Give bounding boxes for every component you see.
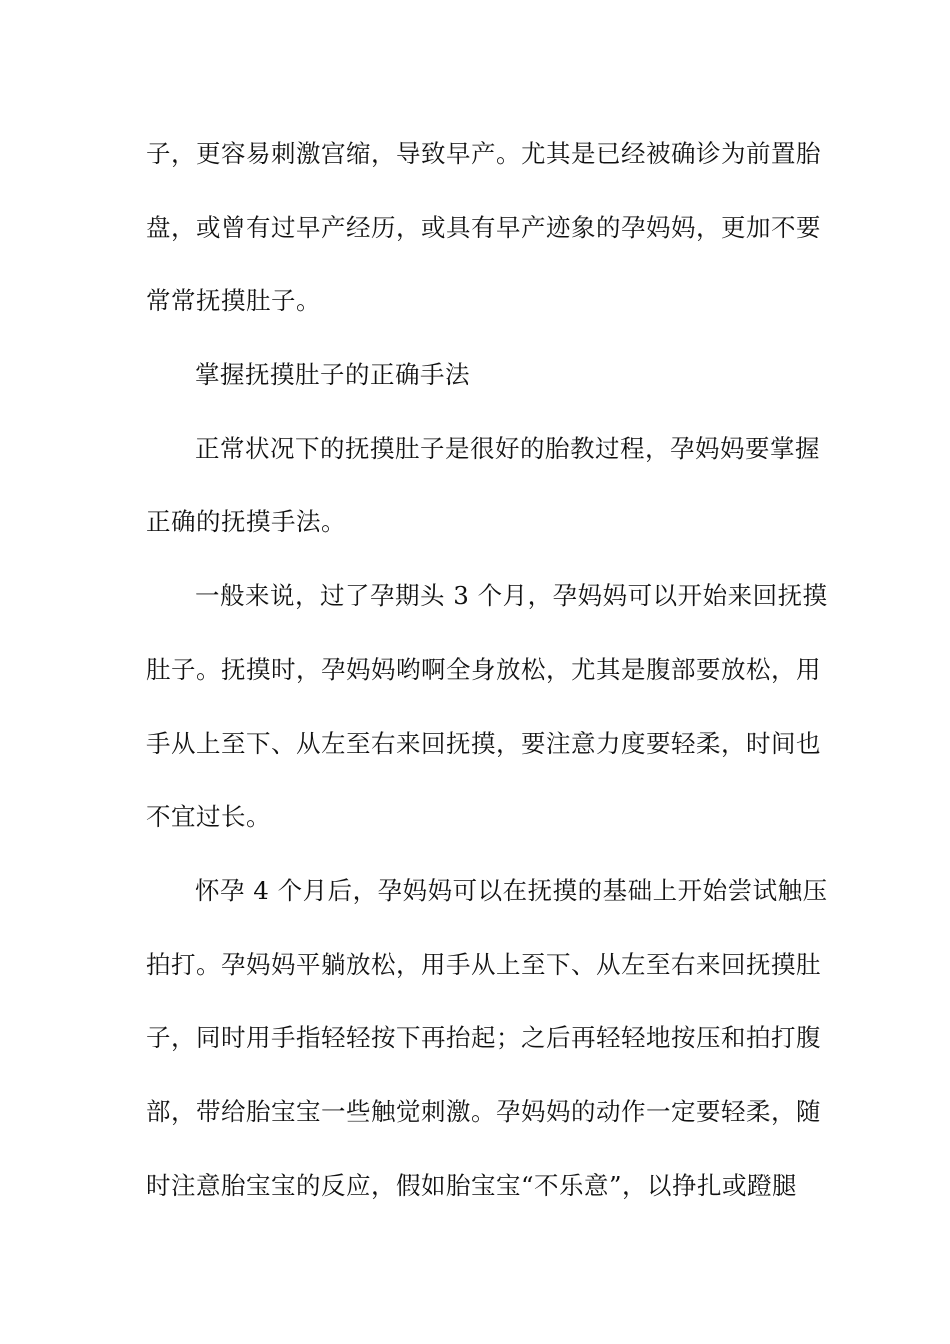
section-heading: 掌握抚摸肚子的正确手法: [195, 360, 470, 390]
text-line: 肚子。抚摸时，孕妈妈哟啊全身放松，尤其是腹部要放松，用: [146, 654, 821, 684]
text-line: 手从上至下、从左至右来回抚摸，要注意力度要轻柔，时间也: [146, 728, 821, 758]
text-line: 正确的抚摸手法。: [146, 507, 346, 537]
text-line: 部，带给胎宝宝一些触觉刺激。孕妈妈的动作一定要轻柔，随: [146, 1096, 821, 1126]
text-line: 盘，或曾有过早产经历，或具有早产迹象的孕妈妈，更加不要: [146, 212, 821, 242]
paragraph-first-line: 一般来说，过了孕期头 3 个月，孕妈妈可以开始来回抚摸: [195, 581, 828, 611]
text-line: 子，同时用手指轻轻按下再抬起；之后再轻轻地按压和拍打腹: [146, 1023, 821, 1053]
text-line: 时注意胎宝宝的反应，假如胎宝宝“不乐意”，以挣扎或蹬腿: [146, 1170, 798, 1200]
body-text: [146, 129, 828, 1234]
text-line: 常常抚摸肚子。: [146, 286, 321, 316]
paragraph-first-line: 正常状况下的抚摸肚子是很好的胎教过程，孕妈妈要掌握: [195, 433, 820, 463]
text-line: 拍打。孕妈妈平躺放松，用手从上至下、从左至右来回抚摸肚: [146, 949, 821, 979]
text-line: 不宜过长。: [146, 802, 271, 832]
text-line: 子，更容易刺激宫缩，导致早产。尤其是已经被确诊为前置胎: [146, 139, 821, 168]
paragraph-first-line: 怀孕 4 个月后，孕妈妈可以在抚摸的基础上开始尝试触压: [195, 875, 828, 905]
